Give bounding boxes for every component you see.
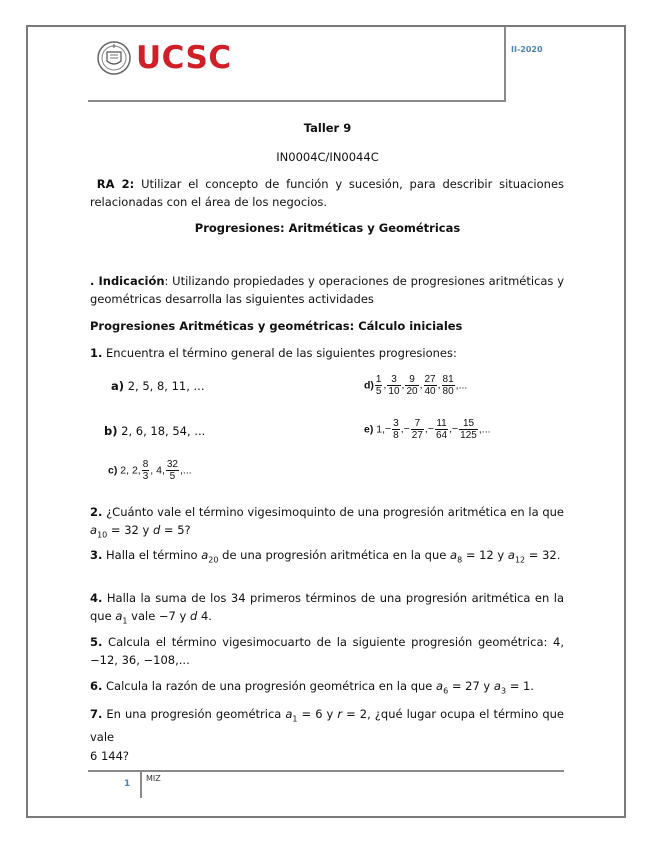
q1a-sequence: 2, 5, 8, 11, ... — [127, 379, 205, 393]
ra-text: Utilizar el concepto de función y sucesión, para describir situaciones relacionadas con el área de los negocios. — [90, 177, 565, 209]
question-4: 4. Halla la suma de los 34 primeros términos de una progresión aritmética en la que $a_1$ vale −7 y d 4. — [90, 591, 565, 626]
q1-item-b — [104, 424, 205, 438]
section-title: Progresiones: Aritméticas y Geométricas — [194, 221, 461, 235]
q1-number: 1. — [90, 346, 103, 360]
q1-text: Encuentra el término general de las siguientes progresiones: — [106, 346, 457, 360]
q1a-label: a) — [111, 379, 125, 393]
indication-text: : Utilizando propiedades y operaciones de progresiones aritméticas y geométricas desarrolla las siguientes actividades — [90, 274, 564, 306]
q1d-label: d) — [364, 379, 374, 392]
course-code: IN0004C/IN0044C — [276, 150, 379, 164]
question-6: 6. Calcula la razón de una progresión geométrica en la que $a_6 = 27$ y $a_3 = 1$. — [90, 679, 534, 696]
footer-divider — [88, 770, 564, 772]
q1d-fraction-5: $\frac{81}{80}$ — [442, 374, 454, 397]
q1d-fractions: $\frac{1}{5}$ , $\frac{3}{10}$ , $\frac{9}{20}$ , $\frac{27}{40}$ , $\frac{81}{80}$ — [375, 374, 454, 397]
question-2: 2. ¿Cuánto vale el término vigesimoquinto de una progresión aritmética en la que $a_{10} = 32$ y d = 5? — [90, 505, 564, 540]
crest-icon — [96, 40, 132, 76]
q1c-fraction-2: $\frac{32}{5}$ — [166, 459, 178, 482]
page-number: 1 — [124, 779, 131, 789]
semester-label: II-2020 — [511, 45, 543, 54]
q1b-label: b) — [104, 424, 118, 438]
q1c-lead: 2, 2, — [120, 464, 141, 477]
q1e-label: e) — [364, 423, 374, 436]
question-3: 3. Halla el término $a_{20}$ de una progresión aritmética en la que $a_8 = 12$ y $a_{12} = 32$. — [90, 548, 561, 565]
question-1 — [90, 344, 564, 362]
learning-outcome — [90, 175, 564, 211]
q1d-fraction-3: $\frac{9}{20}$ — [406, 374, 418, 397]
q1e-tail: ,... — [478, 423, 491, 436]
page-title: Taller 9 — [303, 121, 352, 135]
footer-vertical-divider — [140, 770, 142, 798]
q1c-tail: ,... — [179, 464, 192, 477]
logo-text: UCSC — [136, 40, 232, 76]
header-vertical-divider — [504, 27, 506, 102]
q1e-lead: 1, — [376, 423, 386, 436]
question-7: 7. En una progresión geométrica $a_1 = 6$ y r = 2, ¿qué lugar ocupa el término que vale — [90, 707, 564, 745]
q1b-sequence: 2, 6, 18, 54, ... — [121, 424, 206, 438]
footer-initials: MIZ — [146, 774, 161, 783]
university-logo — [96, 40, 232, 76]
question-5: 5. Calcula el término vigesimocuarto de la siguiente progresión geométrica: 4, −12, 36, −108,... — [90, 635, 565, 667]
q1c-fraction-1: $\frac{8}{3}$ — [142, 459, 149, 482]
q1d-fraction-1: $\frac{1}{5}$ — [375, 374, 382, 397]
question-7-value: 6 144? — [90, 749, 130, 763]
q1c-mid: , 4, — [150, 464, 165, 477]
q1-item-e — [364, 418, 491, 441]
ra-label: RA 2: — [96, 177, 135, 191]
q1-item-a — [111, 379, 204, 393]
q1-item-c — [108, 459, 192, 482]
q1-item-d — [364, 374, 467, 397]
header-divider — [88, 100, 504, 102]
q1e-fraction-2: $\frac{7}{27}$ — [411, 418, 423, 441]
q1c-label: c) — [108, 464, 118, 477]
q1e-fractions: − $\frac{3}{8}$ ,− $\frac{7}{27}$ ,− $\frac{11}{64}$ ,− $\frac{15}{125}$ — [385, 418, 477, 441]
q1d-fraction-2: $\frac{3}{10}$ — [388, 374, 400, 397]
q1e-fraction-4: $\frac{15}{125}$ — [460, 418, 477, 441]
q1d-tail: ,... — [455, 379, 468, 392]
q1e-fraction-3: $\frac{11}{64}$ — [435, 418, 448, 441]
indication — [90, 272, 564, 308]
indication-label: . Indicación — [90, 274, 165, 288]
subsection-title: Progresiones Aritméticas y geométricas: Cálculo iniciales — [90, 319, 463, 333]
q1d-fraction-4: $\frac{27}{40}$ — [424, 374, 436, 397]
q1e-fraction-1: $\frac{3}{8}$ — [393, 418, 399, 441]
